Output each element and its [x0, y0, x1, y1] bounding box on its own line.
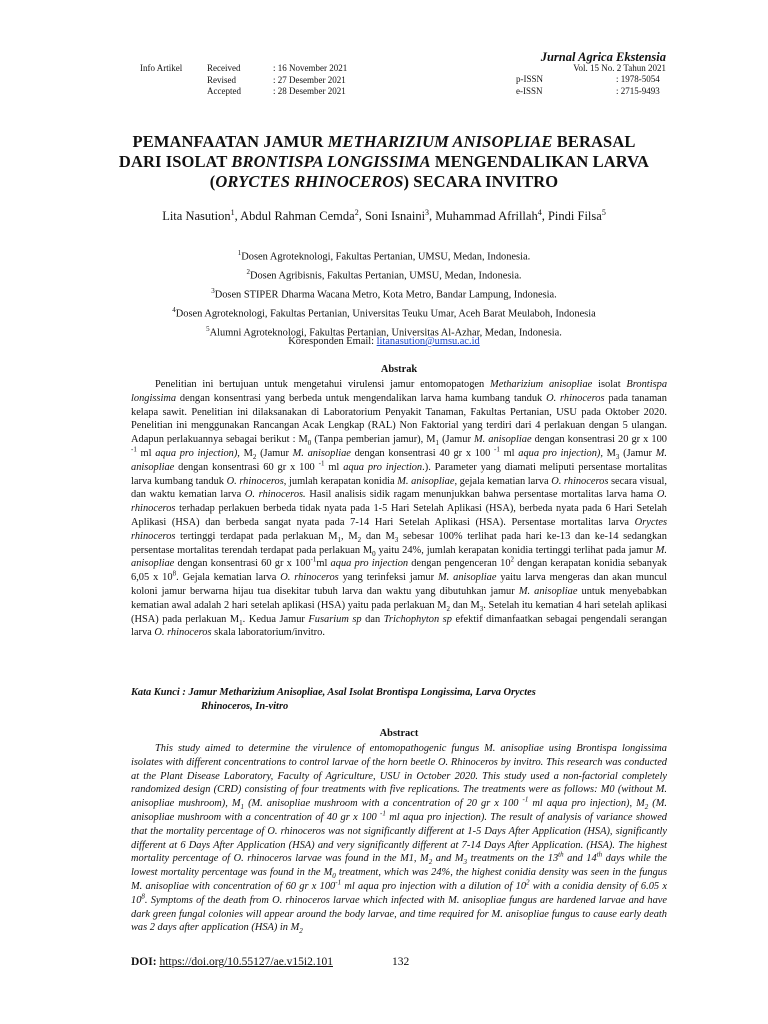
eissn-label: e-ISSN [516, 85, 543, 96]
text-run: M [602, 447, 616, 459]
text-run: .). Parameter yang diamati meliputi persentase mortalitas larva kumbang tanduk [131, 461, 667, 487]
text-run: dengan konsentrasi 60 gr x 100 [174, 461, 319, 473]
page-number: 132 [392, 956, 410, 968]
text-run: sebesar 100% terlihat pada hari ke-13 dan ke-14 sedangkan persentase mortalitas terendah terdapat pada perlakuan M [131, 530, 667, 556]
text-run: yaitu 24%, jumlah kerapatan konidia tertinggi terlihat pada jamur [375, 544, 656, 556]
text-run: -1 [318, 459, 325, 468]
affiliation-text: Dosen Agroteknologi, Fakultas Pertanian, UMSU, Medan, Indonesia. [241, 251, 531, 263]
text-run: dengan konsentrasi yang berbeda untuk mengendalikan larva hama kumbang tanduk [176, 392, 547, 404]
text-run: 2 [510, 555, 515, 564]
title-species: ORYCTES RHINOCEROS [215, 172, 404, 191]
text-run: O. rhinoceros [131, 489, 667, 515]
abstract-heading: Abstract [379, 728, 419, 739]
title-text: ( [209, 172, 216, 191]
text-run: M. anisopliae [518, 585, 578, 597]
title-text: BERASAL [552, 132, 636, 151]
text-run: yang terinfeksi jamur [338, 572, 438, 584]
text-run: ml aqua pro injection), M [528, 798, 645, 810]
author-separator: , [541, 209, 548, 224]
info-row-value: : 16 November 2021 [273, 63, 348, 73]
affiliation-text: Dosen Agroteknologi, Fakultas Pertanian, Universitas Teuku Umar, Aceh Barat Meulaboh, Indonesia [175, 308, 596, 320]
affiliation-sup: 5 [206, 324, 210, 333]
text-run: -1 [522, 795, 529, 804]
text-run: 0 [372, 549, 376, 558]
text-run: O. rhinoceros [280, 572, 339, 584]
text-run: efektif dimanfaatkan sebagai pengendali serangan larva [131, 613, 667, 639]
title-species: BRONTISPA LONGISSIMA [231, 152, 431, 171]
author-sup: 1 [230, 208, 235, 217]
journal-name: Jurnal Agrica Ekstensia [540, 50, 666, 64]
text-run: days while the lowest mortality percentage was found in the M [131, 853, 668, 879]
author-name: Pindi Filsa [547, 209, 602, 224]
text-run: ml [324, 461, 344, 473]
text-run: isolat [592, 379, 627, 390]
info-row-label: Received [207, 63, 241, 73]
text-run: M [239, 447, 253, 459]
text-run: treatments on the 13 [467, 853, 559, 865]
author-sup: 2 [354, 208, 359, 217]
text-run: . Kedua Jamur [242, 613, 309, 625]
text-run: Trichophyton sp [383, 613, 452, 625]
text-run: dan M [450, 599, 480, 611]
text-run: O. rhinoceros [226, 475, 284, 487]
text-run: 3 [394, 535, 399, 544]
author-separator: , [358, 209, 365, 224]
pissn-label: p-ISSN [516, 74, 544, 84]
text-run: M. anisopliae [292, 447, 351, 459]
title-text: ) SECARA INVITRO [403, 172, 559, 191]
doi-label: DOI: [131, 956, 157, 968]
affiliation [90, 303, 678, 322]
text-run: (Jamur [439, 434, 474, 446]
text-run: O. rhinoceros [154, 627, 212, 639]
info-row-label: Accepted [207, 86, 241, 96]
text-run: (M. anisopliae mushroom with a concentration of 20 gr x 100 [244, 798, 523, 810]
text-run: dengan konsentrasi 20 gr x 100 [531, 434, 667, 446]
text-run: untuk menyebabkan kematian awal adalah 2 hari setelah aplikasi (HSA) yaitu pada perlakuan M [131, 585, 667, 611]
text-run: 2 [299, 927, 303, 936]
affiliation [90, 265, 678, 284]
text-run: dengan kerapatan konidia sebanyak 6,05 x 10 [131, 558, 667, 584]
info-row-value: : 28 Desember 2021 [273, 86, 346, 96]
text-run: 0 [307, 439, 312, 448]
author-name: Muhammad Afrillah [435, 209, 538, 224]
paper-title [100, 132, 668, 192]
text-run: and M [432, 853, 464, 865]
affiliation-sup: 1 [237, 249, 242, 257]
text-run: This study aimed to determine the virulence of entomopathogenic fungus M. anisopliae using Brontispa longissima isolates with different concentrations to control larvae of the horn beetle O. Rhinoceros by invitro. This research was conducted at the Plant Disease Laboratory, Faculty of Agriculture, USU in October 2020. This study used a non-factorial completely randomized design (CRD) consisting of four treatments with five replications. The treatments were as follows: M0 (without M. anisopliae mushroom), M [131, 743, 667, 810]
author-separator: , [234, 209, 241, 224]
text-run: th [596, 850, 603, 859]
text-run: , gejala kematian larva [454, 475, 552, 487]
text-run: M. anisopliae [397, 475, 455, 487]
author-sup: 3 [425, 208, 430, 217]
correspondence-label: Koresponden Email: [288, 336, 377, 347]
text-run: ml aqua pro injection with a dilution of 10 [341, 880, 527, 892]
abstrak-body [131, 378, 667, 640]
text-run: (M. anisopliae mushroom with a concentration of 40 gr x 100 [131, 798, 668, 823]
text-run: 2 [446, 604, 451, 613]
text-run: skala laboratorium/invitro. [211, 627, 325, 639]
title-text: PEMANFAATAN JAMUR [132, 132, 328, 151]
text-run: Oryctes rhinoceros [131, 516, 667, 542]
text-run: -1 [335, 878, 342, 887]
text-run: Hasil analisis sidik ragam menunjukkan bahwa persentase mortalitas larva hama [305, 489, 657, 501]
affiliation-text: Dosen STIPER Dharma Wacana Metro, Kota Metro, Bandar Lampung, Indonesia. [214, 289, 557, 301]
text-run: O. rhinoceros [546, 392, 605, 404]
journal-volume: Vol. 15 No. 2 Tahun 2021 [573, 62, 666, 73]
text-run: dan [361, 613, 384, 625]
text-run: -1 [380, 809, 386, 818]
text-run: terhadap perlakuen berbeda tidak nyata pada 1-5 Hari Setelah Aplikasi (HSA), berbeda nyata pada 6 Hari Setelah Aplikasi (HSA) dan berbeda sangat nyata pada 7-14 Hari Setelah Aplikasi (HSA). Persentase mortalitas larva [131, 503, 667, 528]
text-run: dengan konsentrasi 40 gr x 100 [350, 447, 495, 459]
article-info-label: Info Artikel [140, 63, 183, 73]
text-run: tertinggi terdapat pada perlakuan M [175, 530, 338, 542]
abstrak-heading: Abstrak [380, 364, 418, 375]
text-run: 1 [435, 439, 440, 448]
author-sup: 5 [601, 208, 606, 217]
eissn-value: : 2715-9493 [616, 85, 660, 96]
text-run: (Jamur [619, 447, 656, 459]
journal-info [516, 52, 666, 97]
text-run: 3 [615, 453, 620, 462]
text-run: 8 [141, 892, 145, 901]
text-run: 3 [463, 858, 468, 867]
info-row-value: : 27 Desember 2021 [273, 74, 346, 85]
text-run: , jumlah kerapatan konidia [283, 475, 398, 487]
text-run: 2 [357, 535, 362, 544]
text-run: M. anisopliae [473, 434, 532, 446]
doi-link[interactable]: https://doi.org/10.55127/ae.v15i2.101 [159, 956, 333, 968]
text-run: -1 [310, 555, 317, 564]
text-run: . Setelah itu kematian 4 hari setelah aplikasi (HSA) pada perlakuan M [131, 599, 668, 625]
text-run: Penelitian ini bertujuan untuk mengetahui virulensi jamur entomopatogen [155, 379, 491, 390]
text-run: M. anisopliae [437, 572, 497, 584]
text-run: Metharizium anisopliae [490, 379, 593, 390]
author-separator: , [429, 209, 436, 224]
title-text: DARI ISOLAT [118, 152, 232, 171]
text-run: aqua pro injection), [518, 447, 603, 459]
keywords-line: Rhinoceros, In-vitro [201, 700, 289, 712]
text-run: M. anisopliae [131, 447, 667, 473]
text-run: , M [341, 530, 358, 542]
text-run: and 14 [563, 853, 597, 865]
affiliation [90, 284, 678, 303]
text-run: -1 [494, 445, 500, 454]
text-run: ml [316, 558, 331, 570]
author-sup: 4 [537, 208, 542, 217]
text-run: 2 [526, 878, 530, 887]
keywords-line: Kata Kunci : Jamur Metharizium Anisopliae, Asal Isolat Brontispa Longissima, Larva Oryctes [131, 687, 536, 698]
author-list [90, 208, 678, 224]
text-run: 0 [332, 872, 336, 881]
correspondence-email-link[interactable]: litanasution@umsu.ac.id [376, 336, 480, 347]
text-run: -1 [131, 445, 137, 454]
author-name: Soni Isnaini [364, 209, 426, 224]
text-run: 1 [239, 618, 243, 627]
correspondence [90, 336, 678, 347]
title-text: MENGENDALIKAN LARVA [430, 152, 650, 171]
text-run: 8 [172, 569, 177, 578]
text-run: (Jamur [256, 447, 293, 459]
text-run: yaitu larva mengeras dan akan muncul koloni jamur berwarna hijau tua disekitar tubuh larva dan waktu yang dibutuhkan jamur [131, 572, 667, 597]
text-run: 1 [337, 535, 342, 544]
affiliation-sup: 3 [211, 286, 215, 295]
affiliation-text: Alumni Agroteknologi, Fakultas Pertanian, Universitas Al-Azhar, Medan, Indonesia. [209, 327, 562, 339]
pissn-value: : 1978-5054 [616, 74, 660, 84]
affiliation-text: Dosen Agribisnis, Fakultas Pertanian, UMSU, Medan, Indonesia. [249, 270, 522, 282]
affiliation [90, 246, 678, 265]
text-run: aqua pro injection [343, 461, 423, 473]
affiliation-sup: 2 [246, 267, 250, 276]
text-run: secara visual, dan waktu kematian larva [131, 475, 667, 501]
text-run: aqua pro injection [330, 558, 409, 570]
text-run: pada tanaman kelapa sawit. Penelitian ini dilaksanakan di Laboratorium Penyakit Tanaman, Fakultas Pertanian, USU pada Oktober 2020. Penelitian ini menggunakan Rancangan Acak Lengkap (RAL) Non Faktorial yang terdiri dari 4 perlakuan dengan 5 ulangan. Adapun perlakuannya sebagai berikut : M [131, 392, 667, 446]
text-run: ml [499, 447, 519, 459]
affiliation-list [90, 246, 678, 341]
text-run: . Gejala kematian larva [176, 572, 281, 584]
text-run: O. rhinoceros [551, 475, 609, 487]
text-run: dengan pengenceran 10 [408, 558, 511, 570]
text-run: ml [136, 447, 156, 459]
text-run: . Symptoms of the death from O. rhinoceros larvae which infected with M. anisopliae fungus are hardened larvae and have dark green fungal colonies will appear around the body larvae, and time required for M. anisopliae fungus to cause early death was 2 days after application (HSA) in M [131, 894, 667, 934]
affiliation-sup: 4 [172, 305, 176, 314]
text-run: 2 [428, 858, 433, 867]
text-run: Brontispa longissima [131, 379, 668, 404]
text-run: treatment, which was 24%, the highest conidia density was seen in the fungus M. anisopliae with concentration of 60 gr x 100 [131, 867, 667, 892]
keywords [131, 686, 667, 714]
abstract-body [131, 742, 667, 935]
info-row-label: Revised [207, 74, 236, 85]
text-run: dengan konsentrasi 60 gr x 100 [174, 558, 311, 570]
text-run: th [558, 850, 564, 859]
text-run: 3 [479, 604, 484, 613]
author-name: Lita Nasution [162, 209, 231, 224]
doi [131, 956, 333, 968]
text-run: M. anisopliae [131, 544, 667, 570]
title-species: METHARIZIUM ANISOPLIAE [327, 132, 553, 151]
text-run: 1 [240, 803, 245, 812]
text-run: O. rhinoceros. [244, 489, 306, 501]
text-run: (Tanpa pemberian jamur), M [311, 434, 436, 446]
text-run: 2 [252, 453, 257, 462]
text-run: with a conidia density of 6.05 x 10 [131, 880, 667, 906]
author-name: Abdul Rahman Cemda [240, 209, 355, 224]
text-run: dan M [361, 530, 395, 542]
text-run: ml aqua pro injection). The result of analysis of variance showed that the mortality percentage of O. rhinoceros was not significantly different at 1-5 Days After Application (HSA), significantly different at 6 Days After Application (HSA) and very significantly different at 7-14 Days After Application. (HSA). The highest mortality percentage of O. rhinoceros larvae was found in the M1, M [131, 811, 667, 865]
text-run: aqua pro injection), [155, 447, 240, 459]
text-run: Fusarium sp [308, 613, 362, 625]
text-run: 2 [644, 803, 649, 812]
